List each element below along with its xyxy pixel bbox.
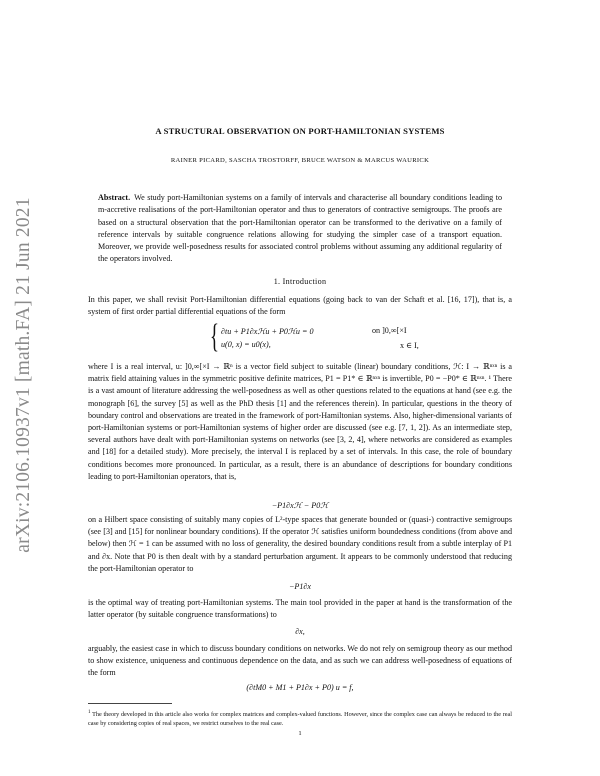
footnote (88, 708, 512, 728)
abstract (98, 192, 502, 266)
equation-1-domain: on ]0,∞[×I (372, 326, 407, 335)
equation-2-domain: x ∈ I, (400, 341, 419, 350)
footnote-mark: 1 (88, 710, 91, 715)
page-number: 1 (298, 730, 302, 737)
paper-authors: RAINER PICARD, SASCHA TROSTORFF, BRUCE WATSON & MARCUS WAURICK (170, 157, 430, 164)
equation-4: −P1∂x (288, 582, 312, 591)
paragraph-5: arguably, the easiest case in which to discuss boundary conditions on networks. We do not rely on semigroup theory as our method to show existence, uniqueness and continuous dependence on the data, and as such we can address well-posedness of equations of the form (88, 644, 512, 678)
equation-6: (∂tM0 + M1 + P1∂x + P0) u = f, (246, 683, 354, 692)
paragraph-3: on a Hilbert space consisting of suitably many copies of L²-type spaces that generate bounded or (quasi-) contractive semigroups (see [3] and [15] for nonlinear boundary conditions). If the operator ℋ satisfies uniform boundedness conditions (from above and below) then ℋ = 1 can be assumed with no loss of generality, the desired boundary conditions result from a subtle interplay of P1 and ∂x. Note that P0 is then dealt with by a standard perturbation argument. It appears to be commonly understood that reducing the port-Hamiltonian operator to (88, 515, 512, 573)
equation-3: −P1∂xℋ − P0ℋ (271, 501, 329, 510)
arxiv-identifier (6, 180, 42, 570)
paragraph-1: In this paper, we shall revisit Port-Hamiltonian differential equations (going back to van der Schaft et al. [16, 17]), that is, a system of first order partial differential equations of the form (88, 295, 512, 317)
equation-5: ∂x, (295, 627, 305, 636)
equation-1: ∂tu + P1∂xℋu + P0ℋu = 0 (221, 327, 314, 336)
paragraph-2: where I is a real interval, u: ]0,∞[×I → ℝⁿ is a vector field subject to suitable (linear) boundary conditions, ℋ: I → ℝⁿˣⁿ is a matrix field attaining values in the symmetric positive definite matrices, P1 = P1* ∈ ℝⁿˣⁿ is invertible, P0 = −P0* ∈ ℝⁿˣⁿ. ¹ There is a vast amount of literature addressing the well-posedness as well as other questions related to the equations at hand (see e.g. the monograph [6], the survey [5] as well as the PhD thesis [1] and the references therein). In particular, questions in the theory of boundary control and observations are treated in the framework of port-Hamiltonian systems. Also, higher-dimensional variants of port-Hamiltonian systems or port-Hamiltonian systems of higher order are discussed (see e.g. [7, 1, 2]). As an intermediate step, several authors have dealt with port-Hamiltonian systems on networks (see [3, 2, 4], where networks are considered as examples and [18] for a detailed study). More precisely, the interval I is replaced by a set of intervals. In this case, the role of boundary conditions becomes more pronounced. In particular, as a result, there is an abundance of descriptions for boundary conditions leading to port-Hamiltonian operators, that is, (88, 362, 512, 481)
section-heading: 1. Introduction (273, 277, 327, 286)
paragraph-4: is the optimal way of treating port-Hamiltonian systems. The main tool provided in the paper at hand is the transformation of the latter operator (by suitable congruence transformations) to (88, 598, 512, 620)
arxiv-id-text: arXiv:2106.10937v1 [math.FA] 21 Jun 2021 (13, 197, 34, 553)
paper-title: A STRUCTURAL OBSERVATION ON PORT-HAMILTONIAN SYSTEMS (155, 126, 445, 136)
abstract-label: Abstract. (98, 193, 131, 202)
brace-symbol: { (210, 318, 219, 355)
footnote-rule (88, 703, 172, 704)
abstract-text: We study port-Hamiltonian systems on a family of intervals and characterise all boundary conditions leading to m-accretive realisations of the port-Hamiltonian operator and thus to generators of contractive semigroups. The proofs are based on a structural observation that the port-Hamiltonian operator can be transformed to the derivative on a family of reference intervals by suitable congruence relations allowing for studying the simpler case of a transport equation. Moreover, we provide well-posedness results for associated control problems without assuming any additional regularity of the operators involved. (98, 193, 502, 264)
equation-2: u(0, x) = u0(x), (221, 340, 271, 349)
pde-system (210, 318, 440, 358)
footnote-text: The theory developed in this article also works for complex matrices and complex-valued functions. However, since the complex case can always be reduced to the real case by considering copies of real spaces, we restrict ourselves to the real case. (88, 711, 512, 728)
